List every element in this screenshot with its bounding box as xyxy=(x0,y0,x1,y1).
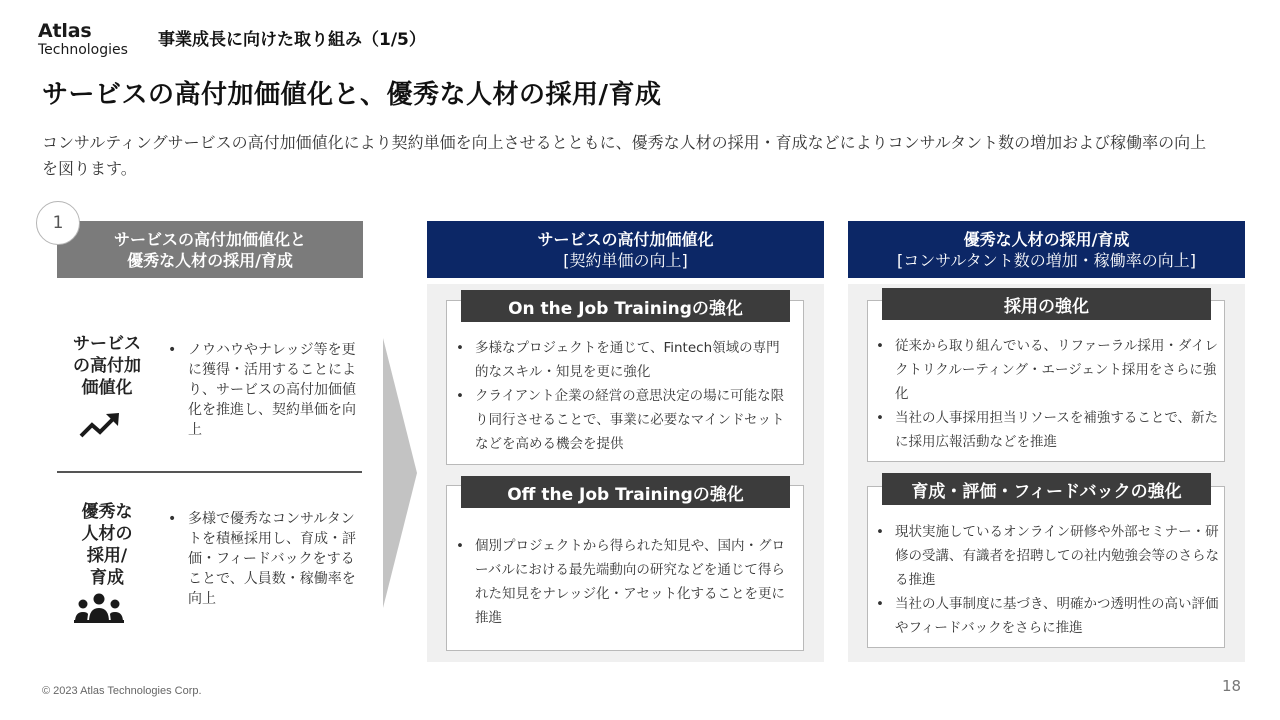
list-item: • 従来から取り組んでいる、リファーラル採用・ダイレクトリクルーティング・エージェント採用をさらに強化 xyxy=(873,334,1219,406)
middle-header-subtitle: [契約単価の向上] xyxy=(563,250,688,270)
trend-up-icon xyxy=(78,410,122,442)
offjt-box-title: Off the Job Trainingの強化 xyxy=(461,476,790,508)
page-title: サービスの高付加価値化と、優秀な人材の採用/育成 xyxy=(42,80,662,110)
ojt-list xyxy=(453,336,793,456)
step-number-badge: 1 xyxy=(36,201,80,245)
list-item: • 個別プロジェクトから得られた知見や、国内・グローバルにおける最先端動向の研究などを通じて得られた知見をナレッジ化・アセット化することを更に推進 xyxy=(453,534,793,630)
list-item: • 現状実施しているオンライン研修や外部セミナー・研修の受講、有識者を招聘しての社内勉強会等のさらなる推進 xyxy=(873,520,1219,592)
recruiting-box-title: 採用の強化 xyxy=(882,288,1211,320)
copyright-text: © 2023 Atlas Technologies Corp. xyxy=(42,685,202,697)
list-item: • ノウハウやナレッジ等を更に獲得・活用することにより、サービスの高付加価値化を推進し、契約単価を向上 xyxy=(168,340,358,440)
row-list-service xyxy=(168,340,358,440)
training-list xyxy=(873,520,1219,640)
row-label-talent: 優秀な 人材の 採用/ 育成 xyxy=(81,502,133,588)
section-title: 事業成長に向けた取り組み（1/5） xyxy=(158,30,426,50)
list-item: • クライアント企業の経営の意思決定の場に可能な限り同行させることで、事業に必要なマインドセットなどを高める機会を提供 xyxy=(453,384,793,456)
page-number: 18 xyxy=(1222,677,1242,695)
row-list-talent xyxy=(168,509,358,609)
right-header-subtitle: [コンサルタント数の増加・稼働率の向上] xyxy=(896,250,1197,270)
row-label-service: サービス の高付加 価値化 xyxy=(73,334,141,398)
list-item: • 当社の人事制度に基づき、明確かつ透明性の高い評価やフィードバックをさらに推進 xyxy=(873,592,1219,640)
list-item: • 多様なプロジェクトを通じて、Fintech領域の専門的なスキル・知見を更に強化 xyxy=(453,336,793,384)
left-column-header xyxy=(57,221,363,278)
logo-wordmark-top: Atlas xyxy=(38,20,92,42)
logo-wordmark-bottom: Technologies xyxy=(38,42,128,58)
offjt-list xyxy=(453,534,793,630)
right-column-header xyxy=(848,221,1245,278)
left-column-header-text: サービスの高付加価値化と 優秀な人材の採用/育成 xyxy=(113,229,306,270)
ojt-box-title: On the Job Trainingの強化 xyxy=(461,290,790,322)
middle-column-header xyxy=(427,221,824,278)
training-box-title: 育成・評価・フィードバックの強化 xyxy=(882,473,1211,505)
right-header-title: 優秀な人材の採用/育成 xyxy=(963,229,1130,249)
left-divider xyxy=(57,471,362,473)
page-description: コンサルティングサービスの高付加価値化により契約単価を向上させるとともに、優秀な人材の採用・育成などによりコンサルタント数の増加および稼働率の向上を図ります。 xyxy=(42,133,1207,178)
list-item: • 多様で優秀なコンサルタントを積極採用し、育成・評価・フィードバックをすることで、人員数・稼働率を向上 xyxy=(168,509,358,609)
recruiting-list xyxy=(873,334,1219,454)
people-icon xyxy=(74,592,124,624)
list-item: • 当社の人事採用担当リソースを補強することで、新たに採用広報活動などを推進 xyxy=(873,406,1219,454)
middle-header-title: サービスの高付加価値化 xyxy=(537,229,714,249)
flow-arrow-icon xyxy=(383,338,417,608)
